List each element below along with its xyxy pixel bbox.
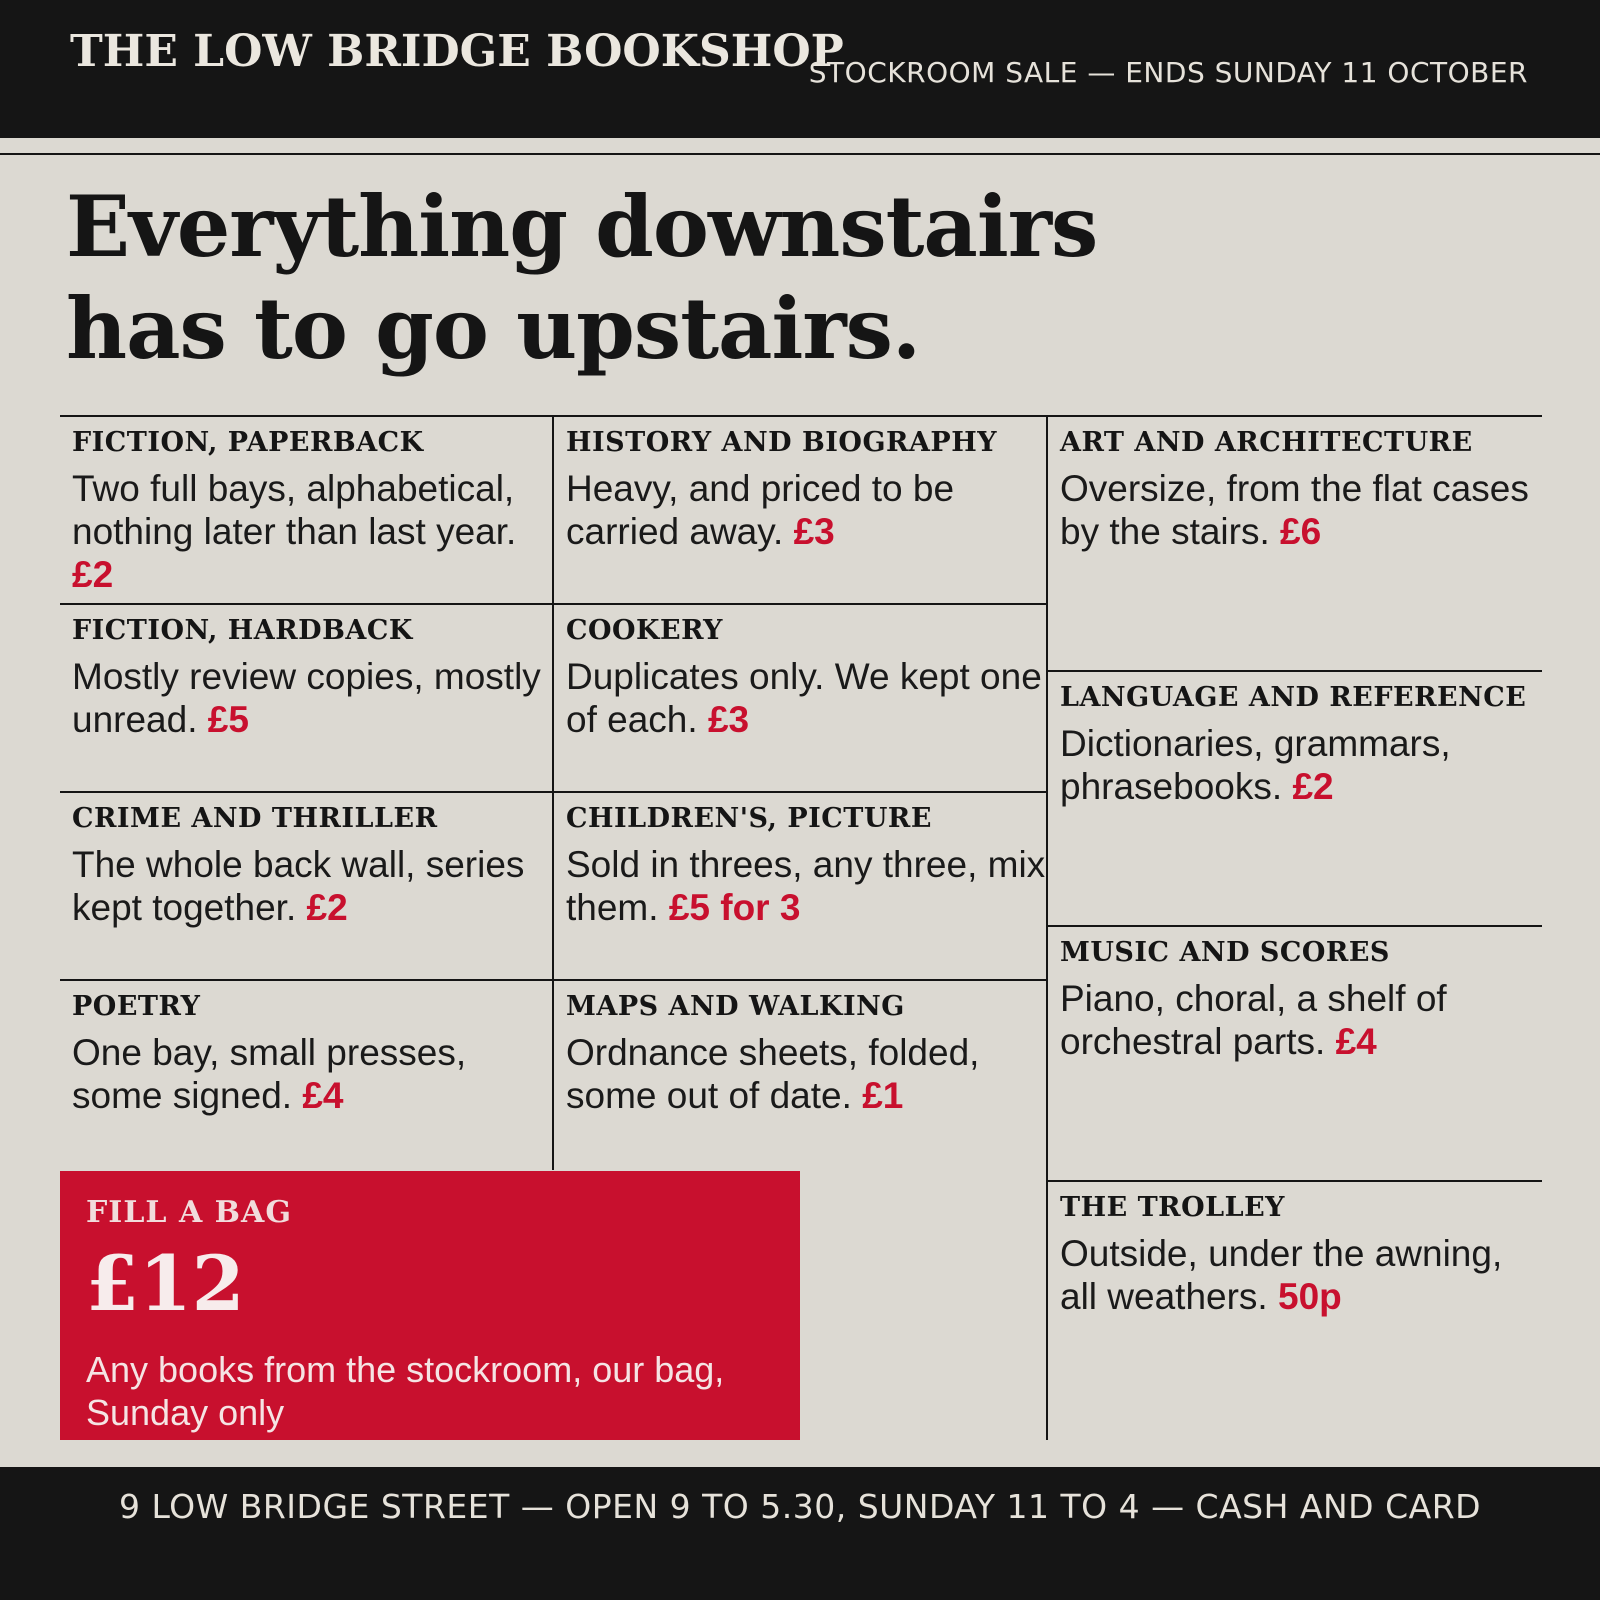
section-childrens-picture	[554, 791, 1046, 929]
fill-a-bag-promo	[60, 1171, 800, 1440]
section-maps-walking	[554, 979, 1046, 1117]
section-fiction-paperback	[60, 415, 552, 596]
section-description	[1060, 722, 1542, 808]
section-title: FICTION, PAPERBACK	[72, 427, 424, 458]
section-fiction-hardback	[60, 603, 552, 741]
section-price: £4	[1335, 1021, 1377, 1062]
section-title: HISTORY AND BIOGRAPHY	[566, 427, 997, 458]
header-bar	[0, 0, 1600, 138]
section-text: Outside, under the awning, all weathers.	[1060, 1233, 1503, 1317]
shop-name: THE LOW BRIDGE BOOKSHOP	[70, 26, 844, 77]
section-title: POETRY	[72, 991, 201, 1022]
section-price: 50p	[1278, 1276, 1342, 1317]
section-art-architecture	[1048, 415, 1542, 553]
section-description	[72, 467, 552, 596]
section-title: CHILDREN'S, PICTURE	[566, 803, 932, 834]
section-price: £1	[862, 1075, 904, 1116]
section-title: COOKERY	[566, 615, 723, 646]
address-and-hours: 9 LOW BRIDGE STREET — OPEN 9 TO 5.30, SUNDAY 11 TO 4 — CASH AND CARD	[118, 1487, 1482, 1526]
section-trolley	[1048, 1180, 1542, 1318]
section-text: Heavy, and priced to be carried away.	[566, 468, 955, 552]
sale-dates: STOCKROOM SALE — ENDS SUNDAY 11 OCTOBER	[808, 56, 1528, 89]
section-title: CRIME AND THRILLER	[72, 803, 438, 834]
section-poetry	[60, 979, 552, 1117]
section-text: Sold in threes, any three, mix them.	[566, 844, 1046, 928]
section-title: THE TROLLEY	[1060, 1192, 1285, 1223]
section-text: Piano, choral, a shelf of orchestral parts.	[1060, 978, 1447, 1062]
section-description	[566, 467, 1046, 553]
section-text: Dictionaries, grammars, phrasebooks.	[1060, 723, 1451, 807]
header-rule	[0, 153, 1600, 155]
section-history-biography	[554, 415, 1046, 553]
section-text: The whole back wall, series kept together.	[72, 844, 525, 928]
section-price: £4	[302, 1075, 344, 1116]
section-text: Two full bays, alphabetical, nothing later than last year.	[72, 468, 517, 552]
promo-title: FILL A BAG	[86, 1195, 292, 1230]
section-description	[72, 843, 552, 929]
headline	[66, 176, 1466, 380]
footer-bar	[0, 1467, 1600, 1600]
section-description	[1060, 467, 1542, 553]
section-price: £3	[793, 511, 835, 552]
section-language-reference	[1048, 670, 1542, 808]
section-description	[566, 1031, 1046, 1117]
section-price: £6	[1280, 511, 1322, 552]
section-text: Oversize, from the flat cases by the stairs.	[1060, 468, 1529, 552]
section-description	[566, 655, 1046, 741]
section-description	[1060, 977, 1542, 1063]
section-text: Mostly review copies, mostly unread.	[72, 656, 541, 740]
section-price: £5	[207, 699, 249, 740]
section-cookery	[554, 603, 1046, 741]
section-price: £5 for 3	[668, 887, 801, 928]
section-description	[72, 1031, 552, 1117]
promo-price: £12	[86, 1239, 245, 1328]
section-text: Ordnance sheets, folded, some out of date.	[566, 1032, 980, 1116]
headline-line-2: has to go upstairs.	[66, 279, 921, 378]
section-title: MUSIC AND SCORES	[1060, 937, 1390, 968]
section-description	[1060, 1232, 1542, 1318]
promo-note: Any books from the stockroom, our bag, Sunday only	[86, 1349, 725, 1433]
section-text: Duplicates only. We kept one of each.	[566, 656, 1042, 740]
section-price: £2	[72, 554, 114, 595]
section-price: £2	[306, 887, 348, 928]
section-crime-thriller	[60, 791, 552, 929]
section-title: LANGUAGE AND REFERENCE	[1060, 682, 1527, 713]
headline-line-1: Everything downstairs	[66, 177, 1098, 276]
section-music-scores	[1048, 925, 1542, 1063]
section-text: One bay, small presses, some signed.	[72, 1032, 467, 1116]
section-price: £3	[707, 699, 750, 740]
section-price: £2	[1292, 766, 1334, 807]
section-title: FICTION, HARDBACK	[72, 615, 413, 646]
section-title: ART AND ARCHITECTURE	[1060, 427, 1473, 458]
section-title: MAPS AND WALKING	[566, 991, 905, 1022]
section-description	[72, 655, 552, 741]
section-description	[566, 843, 1046, 929]
